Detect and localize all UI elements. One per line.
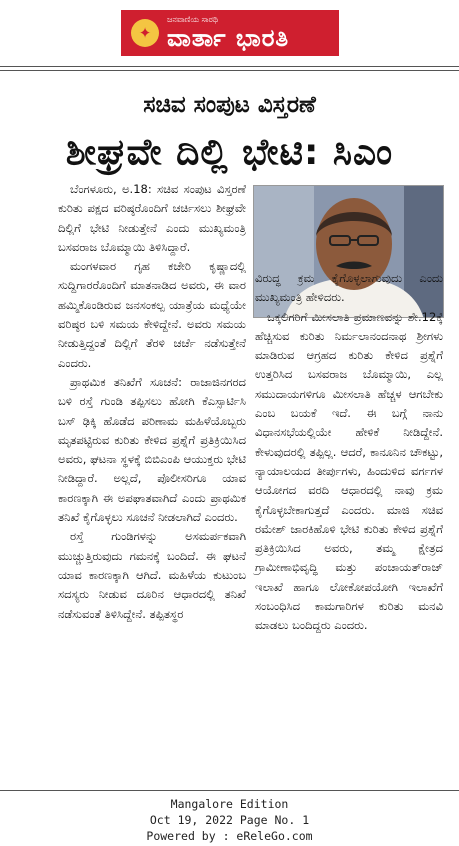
article-column-right [255,269,443,636]
article-paragraph: ರಸ್ತೆ ಗುಂಡಿಗಳನ್ನು ಅಸಮರ್ಪಕವಾಗಿ ಮುಚ್ಚುತ್ತಿರುವುದು ಗಮನಕ್ಕೆ ಬಂದಿದೆ. ಈ ಘಟನೆ ಯಾವ ಕಾರಣಕ್ಕಾಗಿ ಆಗಿದೆ. ಮಹಿಳೆಯ ಕುಟುಂಬ ಸದಸ್ಯರು ನೀಡುವ ದೂರಿನ ಆಧಾರದಲ್ಲಿ ತನಿಖೆ ನಡೆಸುವಂತೆ ತಿಳಿಸಿದ್ದೇನೆ. ತಪ್ಪಿತಸ್ಥರ [58,529,246,621]
edition-footer [0,796,459,844]
article-body [58,180,444,782]
emblem-icon: ✦ [131,19,159,47]
top-divider [0,66,459,67]
top-divider-thin [0,70,459,71]
edition-name: Mangalore Edition [170,797,289,811]
article-paragraph: ವಿರುದ್ಧ ಕ್ರಮ ಕೈಗೊಳ್ಳಲಾಗುವುದು ಎಂದು ಮುಖ್ಯಮಂತ್ರಿ ಹೇಳಿದರು. [255,271,443,305]
article-paragraph: ಒಕ್ಕಲಿಗರಿಗೆ ಮೀಸಲಾತಿ ಪ್ರಮಾಣವನ್ನು ಶೇ.12ಕ್ಕೆ ಹೆಚ್ಚಿಸುವ ಕುರಿತು ನಿರ್ಮಲಾನಂದನಾಥ ಶ್ರೀಗಳು ಮಾಡಿರುವ ಆಗ್ರಹದ ಕುರಿತು ಕೇಳಿದ ಪ್ರಶ್ನೆಗೆ ಉತ್ತರಿಸಿದ ಬಸವರಾಜ ಬೊಮ್ಮಾಯಿ, ಎಲ್ಲ ಸಮುದಾಯಗಳಿಗೂ ಮೀಸಲಾತಿ ಹೆಚ್ಚಳ ಆಗಬೇಕು ಎಂಬ ಬಯಕೆ ಇದೆ. ಈ ಬಗ್ಗೆ ನಾನು ವಿಧಾನಸಭೆಯಲ್ಲಿಯೇ ಹೇಳಿಕೆ ನೀಡಿದ್ದೇನೆ. ಕೇಳುವುದರಲ್ಲಿ ತಪ್ಪಿಲ್ಲ. ಆದರೆ, ಕಾನೂನಿನ ಚೌಕಟ್ಟು, ನ್ಯಾಯಾಲಯದ ತೀರ್ಪುಗಳು, ಹಿಂದುಳಿದ ವರ್ಗಗಳ ಆಯೋಗದ ವರದಿ ಆಧಾರದಲ್ಲಿ ನಾವು ಕ್ರಮ ಕೈಗೊಳ್ಳಬೇಕಾಗುತ್ತದೆ ಎಂದರು. ಮಾಜಿ ಸಚಿವ ರಮೇಶ್ ಜಾರಕಿಹೊಳಿ ಭೇಟಿ ಕುರಿತು ಕೇಳಿದ ಪ್ರಶ್ನೆಗೆ ಪ್ರತಿಕ್ರಿಯಿಸಿದ ಅವರು, ತಮ್ಮ ಕ್ಷೇತ್ರದ ಗ್ರಾಮೀಣಾಭಿವೃದ್ಧಿ ಮತ್ತು ಪಂಚಾಯತ್‌ರಾಜ್ ಇಲಾಖೆ ಹಾಗೂ ಲೋಕೋಪಯೋಗಿ ಇಲಾಖೆಗೆ ಸಂಬಂಧಿಸಿದ ಕಾಮಗಾರಿಗಳ ಕುರಿತು ಮನವಿ ಮಾಡಲು ಬಂದಿದ್ದರು ಎಂದರು. [255,309,443,633]
article-column-left [58,180,246,624]
edition-date-page: Oct 19, 2022 Page No. 1 [149,813,310,827]
article-paragraph: ಬೆಂಗಳೂರು, ಅ.18: ಸಚಿವ ಸಂಪುಟ ವಿಸ್ತರಣೆ ಕುರಿತು ಪಕ್ಷದ ವರಿಷ್ಠರೊಂದಿಗೆ ಚರ್ಚಿಸಲು ಶೀಘ್ರವೇ ದಿಲ್ಲಿಗೆ ಭೇಟಿ ನೀಡುತ್ತೇನೆ ಎಂದು ಮುಖ್ಯಮಂತ್ರಿ ಬಸವರಾಜ ಬೊಮ್ಮಾಯಿ ತಿಳಿಸಿದ್ದಾರೆ. [58,182,246,254]
article-paragraph: ಪ್ರಾಥಮಿಕ ತನಿಖೆಗೆ ಸೂಚನೆ: ರಾಜಾಜಿನಗರದ ಬಳಿ ರಸ್ತೆ ಗುಂಡಿ ತಪ್ಪಿಸಲು ಹೋಗಿ ಕೆಎಸ್ಸಾರ್ಟಿಸಿ ಬಸ್ ಢಿಕ್ಕಿ ಹೊಡೆದ ಪರಿಣಾಮ ಮಹಿಳೆಯೊಬ್ಬರು ಮೃತಪಟ್ಟಿರುವ ಕುರಿತು ಕೇಳಿದ ಪ್ರಶ್ನೆಗೆ ಪ್ರತಿಕ್ರಿಯಿಸಿದ ಅವರು, ಘಟನಾ ಸ್ಥಳಕ್ಕೆ ಬಿಬಿಎಂಪಿ ಆಯುಕ್ತರು ಭೇಟಿ ನೀಡಿದ್ದಾರೆ. ಅಲ್ಲದೆ, ಪೊಲೀಸರಿಗೂ ಯಾವ ಕಾರಣಕ್ಕಾಗಿ ಈ ಅಪಘಾತವಾಗಿದೆ ಎಂದು ಪ್ರಾಥಮಿಕ ತನಿಖೆ ಕೈಗೊಳ್ಳಲು ಸೂಚನೆ ನೀಡಲಾಗಿದೆ ಎಂದರು. [58,374,246,525]
powered-by: Powered by : eReleGo.com [146,829,313,843]
headline: ಶೀಘ್ರವೇ ದಿಲ್ಲಿ ಭೇಟಿ: ಸಿಎಂ [65,132,394,173]
bottom-divider [0,790,459,791]
kicker: ಸಚಿವ ಸಂಪುಟ ವಿಸ್ತರಣೆ [143,92,316,118]
article-paragraph: ಮಂಗಳವಾರ ಗೃಹ ಕಚೇರಿ ಕೃಷ್ಣಾದಲ್ಲಿ ಸುದ್ದಿಗಾರರೊಂದಿಗೆ ಮಾತನಾಡಿದ ಅವರು, ಈ ವಾರ ಹಮ್ಮಿಕೊಂಡಿರುವ ಜನಸಂಕಲ್ಪ ಯಾತ್ರೆಯ ಮಧ್ಯೆಯೇ ವರಿಷ್ಠರ ಬಳಿ ಸಮಯ ಕೇಳಿದ್ದೇನೆ. ಅವರು ಸಮಯ ನೀಡುತ್ತಿದ್ದಂತೆ ದಿಲ್ಲಿಗೆ ತೆರಳಿ ಚರ್ಚೆ ನಡೆಸುತ್ತೇನೆ ಎಂದರು. [58,259,246,370]
masthead-name: ವಾರ್ತಾ ಭಾರತಿ [167,24,290,52]
masthead-logo [121,10,339,56]
masthead-tagline: ಜನವಾಣಿಯ ಸಾರಥಿ [167,15,219,24]
